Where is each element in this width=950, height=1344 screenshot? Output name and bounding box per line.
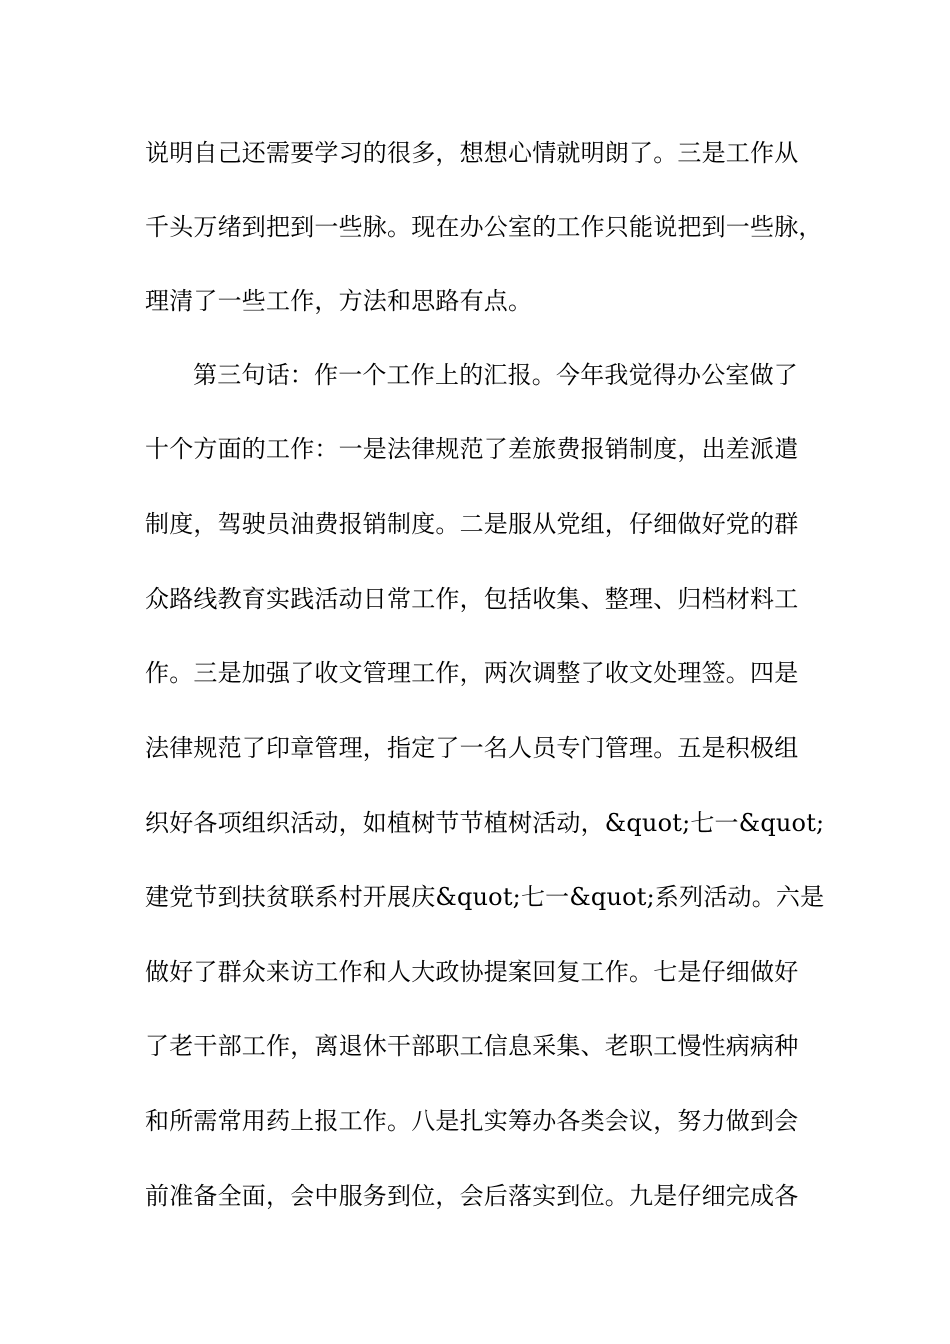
text-line: 制度，驾驶员油费报销制度。二是服从党组，仔细做好党的群 (145, 510, 799, 538)
text-line: 十个方面的工作：一是法律规范了差旅费报销制度，出差派遣 (145, 435, 799, 463)
text-line: 和所需常用药上报工作。八是扎实筹办各类会议，努力做到会 (145, 1107, 799, 1135)
text-line: 了老干部工作，离退休干部职工信息采集、老职工慢性病病种 (145, 1032, 799, 1060)
text-line: 前准备全面，会中服务到位，会后落实到位。九是仔细完成各 (145, 1182, 799, 1210)
text-line: 众路线教育实践活动日常工作，包括收集、整理、归档材料工 (145, 585, 799, 613)
text-line: 建党节到扶贫联系村开展庆&quot;七一&quot;系列活动。六是 (145, 883, 825, 911)
text-line: 作。三是加强了收文管理工作，两次调整了收文处理签。四是 (145, 659, 799, 687)
text-line: 织好各项组织活动，如植树节节植树活动，&quot;七一&quot; (145, 809, 825, 837)
text-line: 做好了群众来访工作和人大政协提案回复工作。七是仔细做好 (145, 958, 799, 986)
text-line: 法律规范了印章管理，指定了一名人员专门管理。五是积极组 (145, 734, 799, 762)
paragraph-first-line: 第三句话：作一个工作上的汇报。今年我觉得办公室做了 (193, 361, 798, 389)
text-line: 说明自己还需要学习的很多，想想心情就明朗了。三是工作从 (145, 139, 799, 167)
text-line: 理清了一些工作，方法和思路有点。 (145, 287, 533, 315)
text-line: 千头万绪到把到一些脉。现在办公室的工作只能说把到一些脉， (145, 213, 823, 241)
